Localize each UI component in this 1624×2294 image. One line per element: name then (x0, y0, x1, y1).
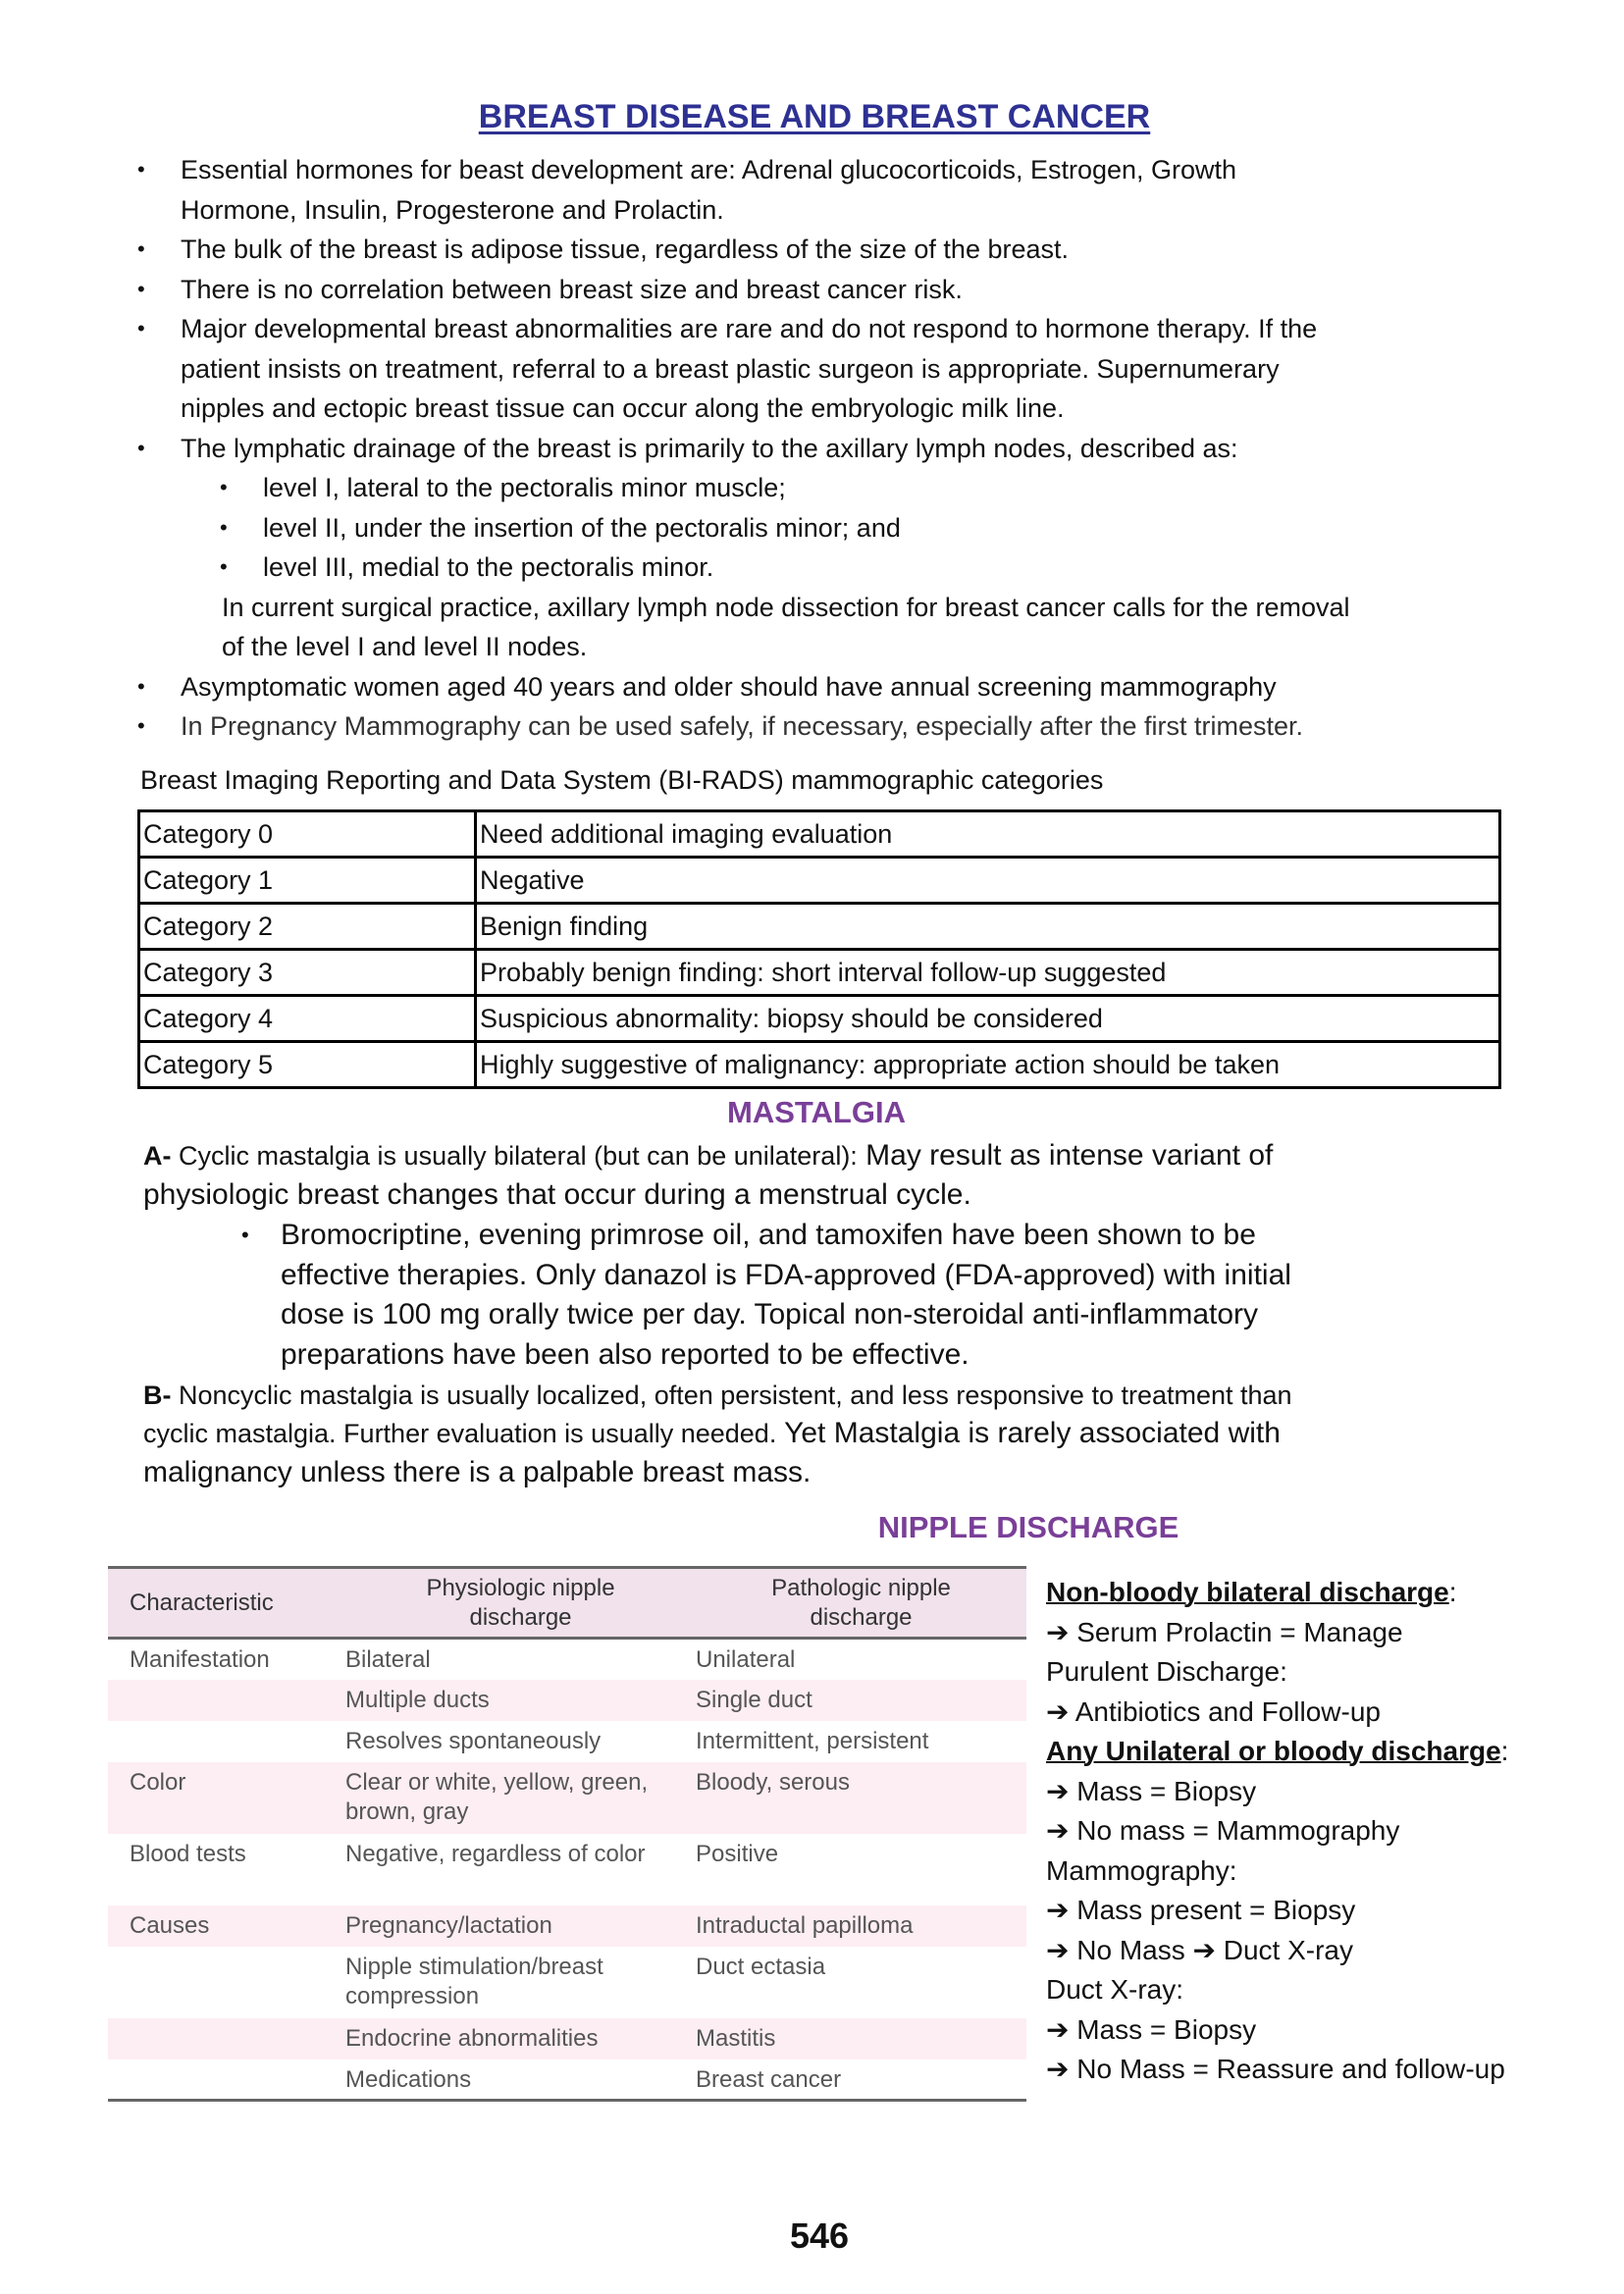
table-cell: Negative, regardless of color (345, 1840, 646, 1867)
birads-category: Category 4 (139, 996, 476, 1042)
flow-line (1046, 1931, 1508, 1971)
flow-line (1046, 1613, 1508, 1653)
table-row (108, 1905, 1026, 1947)
flow-text: No Mass = Reassure and follow-up (1076, 2054, 1505, 2084)
bullet-icon: • (137, 157, 145, 182)
table-cell: Breast cancer (696, 2059, 1026, 2101)
table-cell: Positive (696, 1840, 779, 1867)
table-cell: Bloody, serous (696, 1762, 1026, 1834)
flow-line: Non-bloody bilateral discharge: (1046, 1577, 1457, 1607)
birads-row (139, 996, 1500, 1042)
bullet-icon: • (220, 554, 228, 579)
table-cell: Resolves spontaneously (345, 1727, 602, 1754)
bullet-line: There is no correlation between breast size and breast cancer risk. (181, 274, 963, 304)
birads-category: Category 2 (139, 904, 476, 950)
table-cell: Unilateral (696, 1646, 796, 1673)
column-header: Characteristic (108, 1568, 345, 1639)
birads-caption: Breast Imaging Reporting and Data System (BI-RADS) mammographic categories (140, 765, 1104, 795)
table-row (108, 1834, 1026, 1905)
bullet-icon: • (137, 316, 145, 340)
flow-heading: Any Unilateral or bloody discharge (1046, 1736, 1501, 1766)
table-cell (108, 1947, 345, 2018)
mastalgia-b-line3: malignancy unless there is a palpable breast mass. (143, 1456, 812, 1488)
flow-line: Purulent Discharge: (1046, 1656, 1287, 1687)
bullet-line: The lymphatic drainage of the breast is primarily to the axillary lymph nodes, described as: (181, 433, 1238, 463)
flow-text: Mass = Biopsy (1076, 2013, 1257, 2045)
column-header: Pathologic nipple discharge (696, 1568, 1026, 1639)
birads-row (139, 811, 1500, 858)
mastalgia-a-line1 (143, 1136, 1273, 1176)
sub-bullet-line: level II, under the insertion of the pectoralis minor; and (263, 512, 901, 543)
label-a: A- (143, 1141, 172, 1171)
birads-row (139, 904, 1500, 950)
table-cell: Intraductal papilloma (696, 1905, 1026, 1947)
arrow-icon: ➔ (1046, 1616, 1070, 1647)
table-cell: Mastitis (696, 2018, 1026, 2059)
table-cell: Medications (345, 2059, 696, 2101)
birads-description: Benign finding (476, 904, 1500, 950)
table-cell (108, 2059, 345, 2101)
arrow-icon: ➔ (1046, 2013, 1070, 2045)
arrow-icon: ➔ (1046, 1895, 1070, 1925)
bullet-icon: • (137, 713, 145, 738)
flow-line: Duct X-ray: (1046, 1974, 1184, 2005)
discharge-flow (1046, 1573, 1508, 2090)
lymph-note-line: of the level I and level II nodes. (222, 632, 588, 661)
flow-text: Antibiotics and Follow-up (1074, 1695, 1381, 1727)
birads-description: Highly suggestive of malignancy: appropriate action should be taken (476, 1042, 1500, 1088)
bullet-line: Hormone, Insulin, Progesterone and Prolactin. (181, 194, 724, 225)
flow-text: Serum Prolactin = Manage (1076, 1616, 1403, 1647)
arrow-icon: ➔ (1046, 1934, 1070, 1965)
arrow-icon: ➔ (1046, 1815, 1070, 1846)
table-row (108, 2018, 1026, 2059)
bullet-line: patient insists on treatment, referral to a breast plastic surgeon is appropriate. Supernumerary (181, 353, 1280, 384)
nipple-discharge-heading: NIPPLE DISCHARGE (877, 1510, 1179, 1544)
lymph-note-line: In current surgical practice, axillary lymph node dissection for breast cancer calls for the removal (222, 592, 1350, 622)
flow-text: Mass = Biopsy (1076, 1775, 1257, 1806)
sub-bullet-line: level III, medial to the pectoralis minor. (263, 552, 714, 582)
mastalgia-heading: MASTALGIA (727, 1095, 906, 1129)
bullet-line: The bulk of the breast is adipose tissue, regardless of the size of the breast. (181, 235, 1070, 264)
bullet-line: In Pregnancy Mammography can be used safely, if necessary, especially after the first trimester. (181, 711, 1304, 741)
flow-line (1046, 2010, 1508, 2051)
table-row (108, 2059, 1026, 2101)
flow-line (1046, 1891, 1508, 1931)
flow-line (1046, 1693, 1508, 1733)
text: Noncyclic mastalgia is usually localized, often persistent, and less responsive to treatment than (171, 1381, 1292, 1410)
table-cell: Manifestation (130, 1646, 270, 1673)
mastalgia-bullet-line: preparations have been also reported to be effective. (281, 1337, 969, 1371)
label-b: B- (143, 1381, 172, 1410)
flow-text: No mass = Mammography (1076, 1815, 1400, 1846)
mastalgia-a-line2: physiologic breast changes that occur during a menstrual cycle. (143, 1178, 971, 1211)
birads-row (139, 858, 1500, 904)
table-cell: Intermittent, persistent (696, 1727, 929, 1754)
table-row (108, 1680, 1026, 1721)
table-cell: Clear or white, yellow, green, brown, gray (345, 1762, 696, 1834)
birads-description: Suspicious abnormality: biopsy should be considered (476, 996, 1500, 1042)
table-row (108, 1639, 1026, 1680)
page-number: 546 (789, 2216, 850, 2256)
table-cell: Nipple stimulation/breast compression (345, 1953, 603, 2009)
page-title-text: BREAST DISEASE AND BREAST CANCER (478, 98, 1151, 135)
table-cell (108, 1721, 345, 1762)
birads-category: Category 1 (139, 858, 476, 904)
birads-category: Category 3 (139, 950, 476, 996)
table-cell: Endocrine abnormalities (345, 2018, 696, 2059)
flow-line (1046, 2050, 1508, 2090)
birads-description: Negative (476, 858, 1500, 904)
bullet-icon: • (220, 514, 228, 540)
bullet-icon: • (137, 673, 145, 699)
table-cell: Pregnancy/lactation (345, 1905, 696, 1947)
flow-line: Mammography: (1046, 1854, 1237, 1886)
flow-text: Duct X-ray (1215, 1934, 1353, 1965)
sub-bullet-line: level I, lateral to the pectoralis minor muscle; (263, 473, 786, 502)
arrow-icon: ➔ (1046, 2054, 1070, 2084)
table-cell: Duct ectasia (696, 1953, 826, 1980)
bullet-icon: • (220, 475, 228, 499)
table-row (108, 1721, 1026, 1762)
birads-category: Category 0 (139, 811, 476, 858)
bullet-line: Major developmental breast abnormalities are rare and do not respond to hormone therapy. If the (181, 314, 1318, 343)
birads-description: Need additional imaging evaluation (476, 811, 1500, 858)
table-cell: Causes (108, 1905, 345, 1947)
flow-text: Mass present = Biopsy (1076, 1895, 1356, 1925)
birads-category: Category 5 (139, 1042, 476, 1088)
table-cell: Single duct (696, 1680, 1026, 1721)
text: cyclic mastalgia. Further evaluation is usually needed. (143, 1419, 777, 1448)
arrow-icon: ➔ (1192, 1934, 1216, 1965)
mastalgia-bullet-line: effective therapies. Only danazol is FDA-approved (FDA-approved) with initial (281, 1258, 1291, 1291)
birads-row (139, 950, 1500, 996)
flow-text: No Mass (1076, 1934, 1193, 1965)
text: Yet Mastalgia is rarely associated with (776, 1417, 1281, 1449)
nipple-discharge-table (108, 1566, 1026, 2102)
arrow-icon: ➔ (1046, 1695, 1070, 1727)
birads-table (137, 809, 1501, 1089)
bullet-line: Asymptomatic women aged 40 years and older should have annual screening mammography (181, 671, 1277, 702)
bullet-line: nipples and ectopic breast tissue can occur along the embryologic milk line. (181, 393, 1065, 423)
bullet-line: Essential hormones for beast development are: Adrenal glucocorticoids, Estrogen, Growth (181, 155, 1237, 184)
bullet-icon: • (137, 276, 145, 301)
mastalgia-b-line2 (143, 1414, 1281, 1454)
table-row (108, 1762, 1026, 1834)
birads-row (139, 1042, 1500, 1088)
table-cell (108, 1680, 345, 1721)
flow-line (1046, 1772, 1508, 1812)
column-header: Physiologic nipple discharge (345, 1568, 696, 1639)
flow-line: Any Unilateral or bloody discharge: (1046, 1736, 1509, 1766)
table-header-row (108, 1568, 1026, 1639)
mastalgia-bullet-line: Bromocriptine, evening primrose oil, and tamoxifen have been shown to be (281, 1219, 1256, 1251)
bullet-icon: • (137, 435, 145, 460)
birads-description: Probably benign finding: short interval follow-up suggested (476, 950, 1500, 996)
table-cell: Color (108, 1762, 345, 1834)
table-cell: Multiple ducts (345, 1680, 696, 1721)
table-cell: Bilateral (345, 1646, 431, 1673)
table-cell: Blood tests (130, 1840, 246, 1867)
mastalgia-b-line1 (143, 1376, 1292, 1416)
table-row (108, 1947, 1026, 2018)
page-title (0, 98, 1624, 136)
flow-heading: Non-bloody bilateral discharge (1046, 1577, 1449, 1607)
arrow-icon: ➔ (1046, 1775, 1070, 1806)
bullet-icon: • (137, 236, 145, 261)
table-cell (108, 2018, 345, 2059)
text: May result as intense variant of (857, 1139, 1274, 1172)
bullet-icon: • (241, 1223, 249, 1247)
mastalgia-bullet-line: dose is 100 mg orally twice per day. Topical non-steroidal anti-inflammatory (281, 1298, 1259, 1330)
flow-line (1046, 1811, 1508, 1851)
text: Cyclic mastalgia is usually bilateral (but can be unilateral): (171, 1141, 858, 1171)
